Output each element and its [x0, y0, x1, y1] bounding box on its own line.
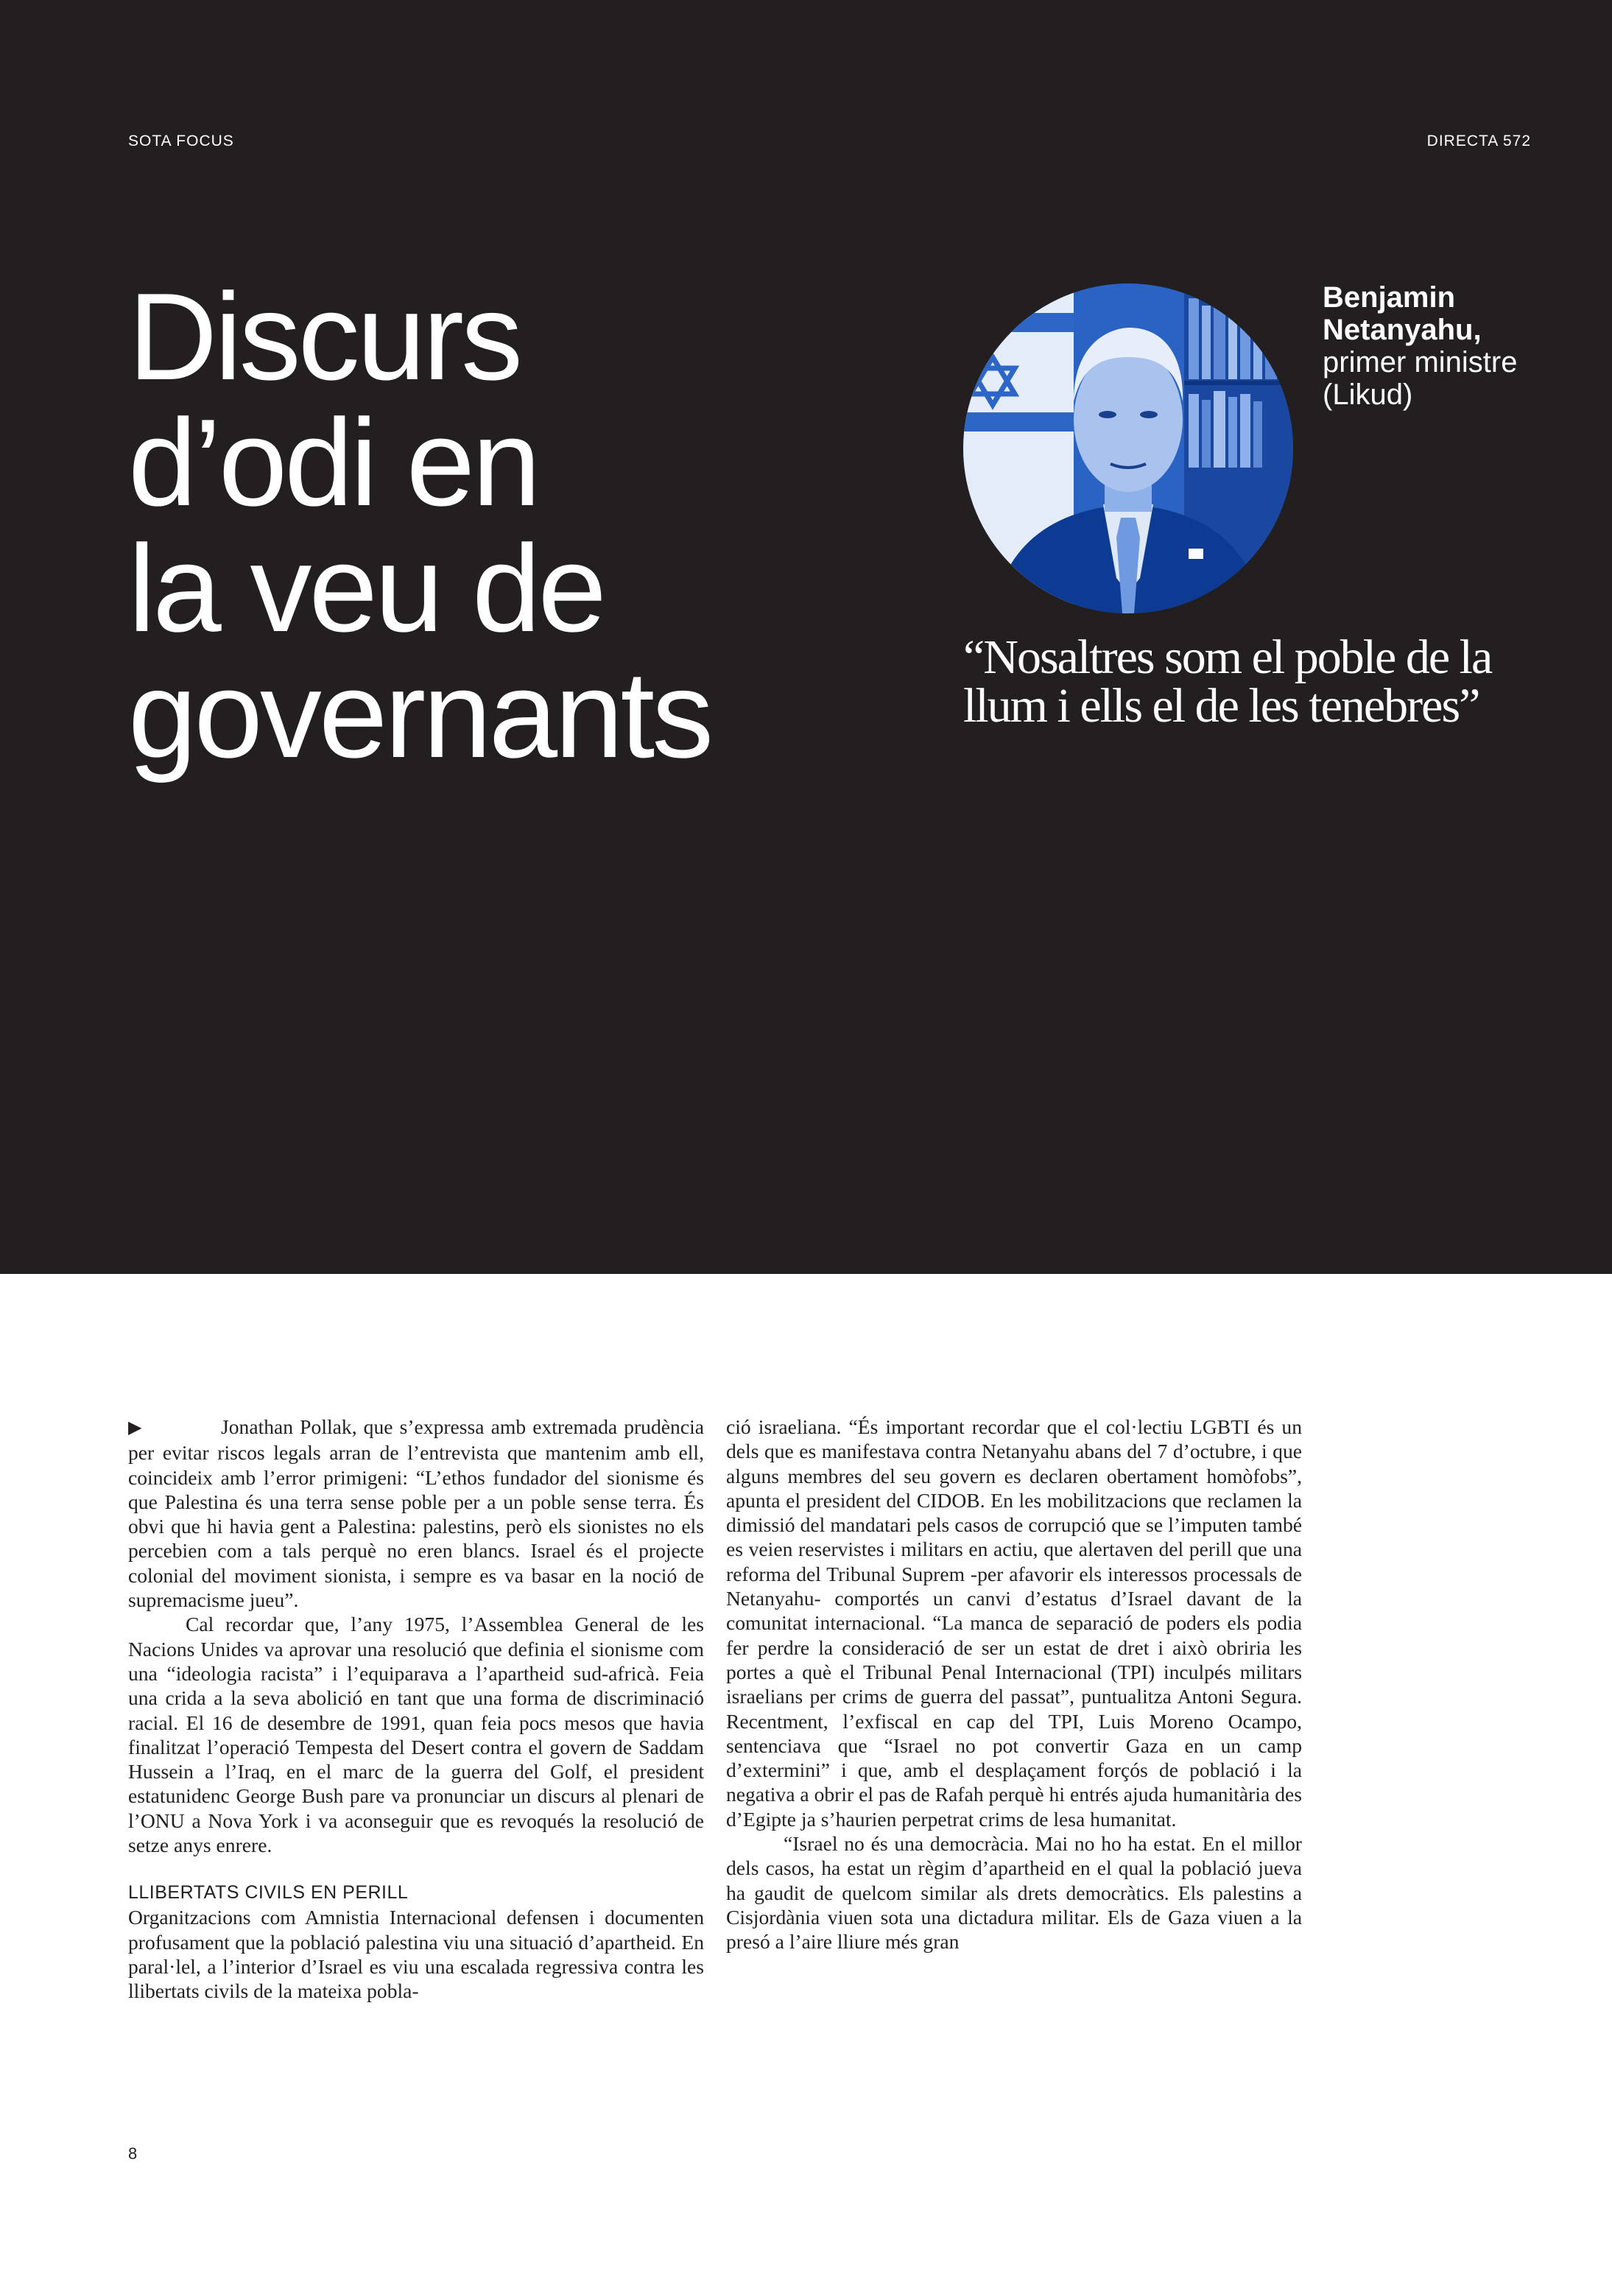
- headline: [128, 267, 711, 783]
- article-column-right: [726, 1415, 1302, 1954]
- speaker-portrait: [963, 284, 1293, 613]
- play-arrow-icon: ▶: [128, 1418, 142, 1437]
- speaker-name: [1323, 281, 1529, 346]
- article-paragraph-text: Jonathan Pollak, que s’expressa amb extremada prudència per evitar riscos legals arran de l’entrevista que mantenim amb ell, coincideix amb l’error primigeni: “L’ethos fundador del sionisme és que Palestina és una terra sense poble per a un poble sense terra. És obvi que hi havia gent a Palestina: palestins, però els sionistes no els percebien com a tals perquè no eren blancs. Israel és el projecte colonial del moviment sionista, i sempre es va basar en la noció de supremacisme jueu”.: [128, 1415, 704, 1612]
- headline-line: d’odi en: [128, 393, 538, 532]
- speaker-name-line: Netanyahu,: [1323, 314, 1482, 346]
- page-number: 8: [128, 2144, 138, 2163]
- speaker-role-line: primer ministre: [1323, 346, 1518, 378]
- portrait-illustration: [963, 284, 1293, 613]
- speaker-caption: [1323, 281, 1558, 411]
- article-paragraph: [128, 1415, 704, 1612]
- headline-line: governants: [128, 645, 711, 783]
- article-paragraph: Organitzacions com Amnistia Internacional defensen i documenten profusament que la població palestina viu una situació d’apartheid. En paral·lel, a l’interior d’Israel es viu una escalada regressiva contra les llibertats civils de la mateixa pobla-: [128, 1906, 704, 2003]
- speaker-name-line: Benjamin: [1323, 281, 1456, 314]
- headline-line: Discurs: [128, 267, 521, 406]
- section-label: SOTA FOCUS: [128, 133, 234, 149]
- article-paragraph: Cal recordar que, l’any 1975, l’Assemblea General de les Nacions Unides va aprovar una resolució que definia el sionisme com una “ideologia racista” i l’equiparava a l’apartheid sud-africà. Feia una crida a la seva abolició en tant que una forma de discriminació racial. El 16 de desembre de 1991, quan feia pocs mesos que havia finalitzat l’operació Tempesta del Desert contra el govern de Saddam Hussein a l’Iraq, en el marc de la guerra del Golf, el president estatunidenc George Bush pare va pronunciar un discurs al plenari de l’ONU a Nova York i va aconseguir que es revoqués la resolució de setze anys enrere.: [128, 1613, 704, 1857]
- pull-quote: “Nosaltres som el poble de la llum i ells el de les tenebres”: [963, 630, 1492, 733]
- speaker-role: [1323, 346, 1558, 411]
- article-paragraph: ció israeliana. “És important recordar que el col·lectiu LGBTI és un dels que es manifestava contra Netanyahu abans del 7 d’octubre, i que alguns membres del seu govern es declaren obertament homòfobs”, apunta el president del CIDOB. En les mobilitzacions que reclamen la dimissió del mandatari pels casos de corrupció que se l’imputen també es veien reservistes i militars en actiu, que alertaven del perill que una reforma del Tribunal Suprem -per afavorir els interessos processals de Netanyahu- comportés un canvi d’estatus d’Israel davant de la comunitat internacional. “La manca de separació de poders els podia fer perdre la consideració de ser un estat de dret i això obriria les portes a què el Tribunal Penal Internacional (TPI) inculpés militars israelians per crims de guerra del passat”, puntualitza Antoni Segura. Recentment, l’exfiscal en cap del TPI, Luis Moreno Ocampo, sentenciava que “Israel no pot convertir Gaza en un camp d’extermini” i que, amb el desplaçament forçós de població i la negativa a obrir el pas de Rafah perquè hi entrés ajuda humanitària des d’Egipte ja s’haurien perpetrat crims de lesa humanitat.: [726, 1415, 1302, 1831]
- article-column-left: [128, 1415, 704, 2004]
- headline-line: la veu de: [128, 519, 604, 658]
- article-subheading: LLIBERTATS CIVILS EN PERILL: [128, 1882, 409, 1904]
- speaker-role-line: (Likud): [1323, 378, 1413, 411]
- issue-label: DIRECTA 572: [1426, 133, 1531, 149]
- article-paragraph: “Israel no és una democràcia. Mai no ho ha estat. En el millor dels casos, ha estat un règim d’apartheid en el qual la població jueva ha gaudit de quelcom similar als drets democràtics. Els palestins a Cisjordània viuen sota una dictadura militar. Els de Gaza viuen a la presó a l’aire lliure més gran: [726, 1832, 1302, 1954]
